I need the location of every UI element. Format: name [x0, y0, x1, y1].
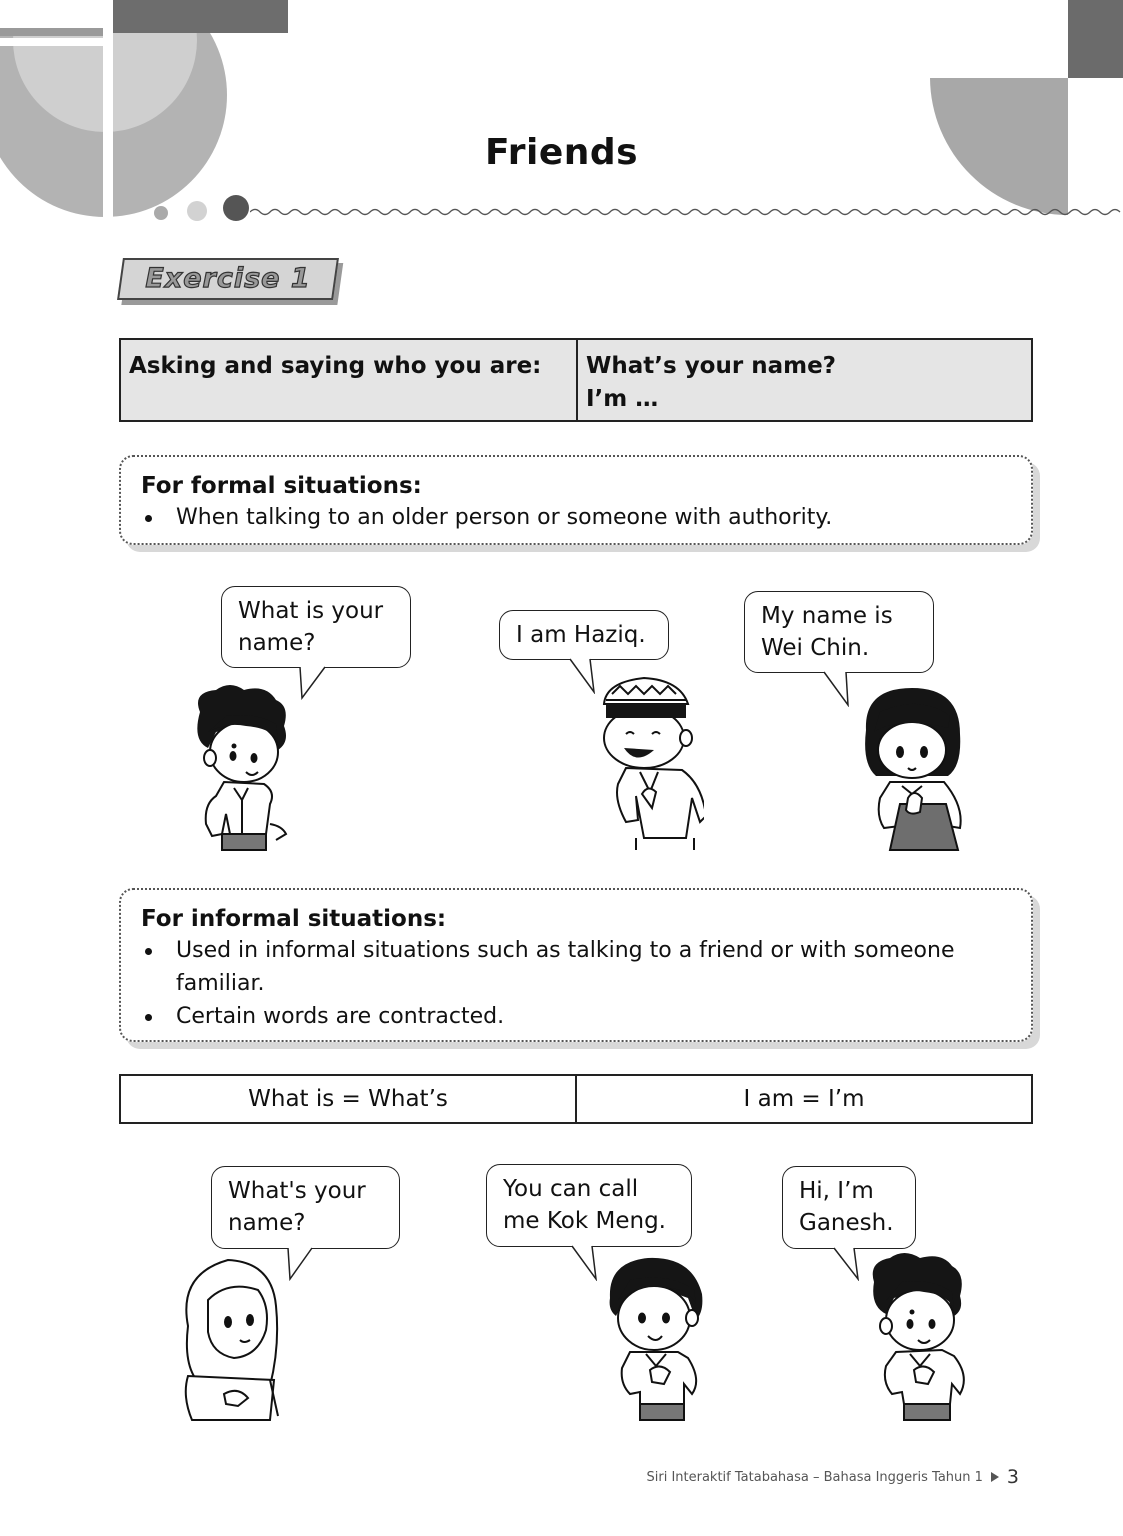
header-decoration-right — [925, 0, 1123, 220]
contraction-i-am: I am = I’m — [743, 1086, 865, 1112]
girl-tudung-illustration — [178, 1256, 282, 1422]
asking-table-question: What’s your name? — [586, 353, 837, 379]
asking-table-left: Asking and saying who you are: — [121, 340, 578, 420]
bubble-tail — [822, 671, 852, 707]
page-number: 3 — [1006, 1466, 1019, 1488]
bubble-line: me Kok Meng. — [503, 1208, 666, 1234]
wei-chin-illustration — [860, 686, 970, 852]
contractions-table — [119, 1074, 1033, 1124]
formal-heading: For formal situations: — [141, 473, 422, 499]
bubble-line: name? — [238, 630, 316, 656]
bubble-line: Ganesh. — [799, 1210, 894, 1236]
bubble-line: You can call — [503, 1176, 639, 1202]
kok-meng-illustration — [600, 1254, 708, 1422]
bubble-line: name? — [228, 1210, 306, 1236]
informal-bullet: Certain words are contracted. — [141, 1000, 1013, 1033]
informal-bullet-list — [141, 934, 1013, 1033]
bubble-tail — [568, 658, 598, 694]
bubble-tail — [832, 1247, 862, 1281]
contraction-what-is: What is = What’s — [121, 1076, 577, 1122]
boy-curly-hair-illustration — [186, 684, 294, 852]
speech-bubble-my-name-is-wei-chin — [744, 591, 934, 673]
informal-situations-box — [119, 888, 1033, 1042]
asking-table-answer: I’m … — [586, 386, 659, 412]
header-decoration-left — [0, 0, 300, 225]
series-title: Siri Interaktif Tatabahasa – Bahasa Inggeris Tahun 1 — [646, 1469, 983, 1485]
formal-bullet: When talking to an older person or someone with authority. — [141, 501, 1013, 534]
formal-bullet-list — [141, 501, 1013, 534]
exercise-label: Exercise 1 — [145, 263, 311, 294]
speech-bubble-i-am-haziq — [499, 610, 669, 660]
page-footer — [647, 1466, 1020, 1488]
title-wavy-divider — [250, 205, 1123, 219]
bubble-tail — [286, 1247, 316, 1281]
page-title: Friends — [484, 132, 639, 173]
exercise-badge — [117, 258, 339, 300]
asking-table-right — [578, 340, 1031, 420]
bubble-line: Wei Chin. — [761, 635, 870, 661]
informal-heading: For informal situations: — [141, 906, 447, 932]
bubble-line: Hi, I’m — [799, 1178, 874, 1204]
bubble-line: What is your — [238, 598, 384, 624]
bubble-tail — [570, 1245, 600, 1281]
informal-bullet: Used in informal situations such as talking to a friend or with someone familiar. — [141, 934, 1013, 1000]
triangle-pointer-icon — [991, 1472, 999, 1482]
haziq-illustration — [596, 674, 704, 852]
ganesh-illustration — [866, 1252, 972, 1422]
speech-bubble-whats-your-name — [211, 1166, 400, 1249]
bubble-line: My name is — [761, 603, 893, 629]
formal-situations-box — [119, 455, 1033, 545]
bubble-line: What's your — [228, 1178, 366, 1204]
speech-bubble-kok-meng — [486, 1164, 692, 1247]
bubble-line: I am Haziq. — [516, 622, 646, 648]
bubble-tail — [298, 666, 328, 700]
speech-bubble-what-is-your-name — [221, 586, 411, 668]
asking-table — [119, 338, 1033, 422]
speech-bubble-ganesh — [782, 1166, 916, 1249]
